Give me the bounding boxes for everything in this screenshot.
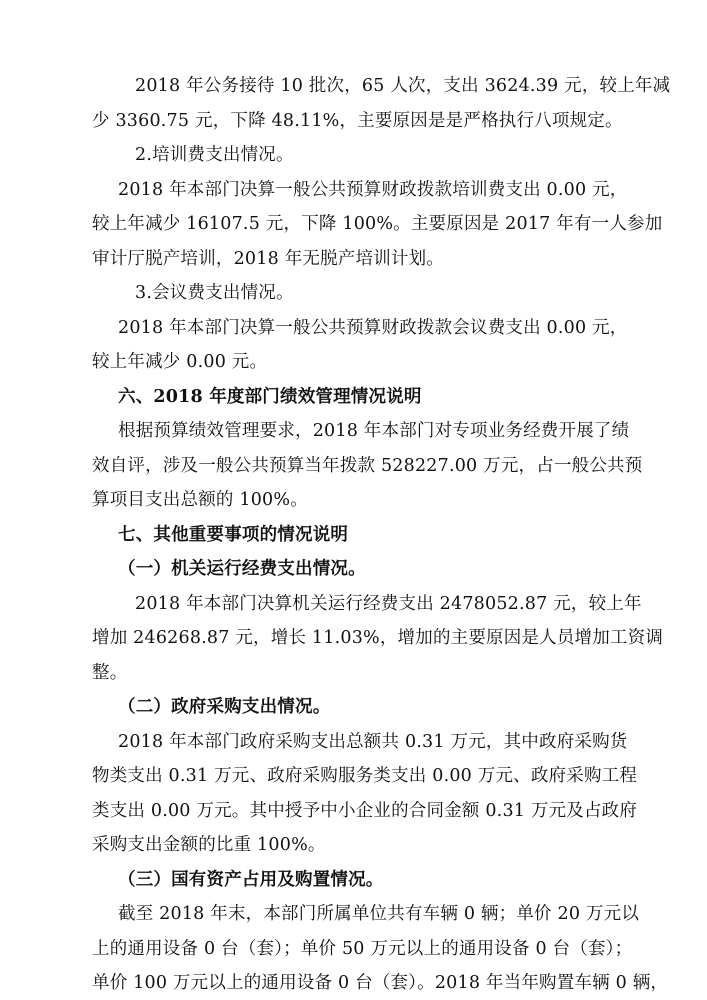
text-line: 类支出 0.00 万元。其中授予中小企业的合同金额 0.31 万元及占政府 — [92, 801, 638, 821]
section-subheading: （二）政府采购支出情况。 — [118, 697, 331, 717]
text-line: 2018 年本部门决算一般公共预算财政拨款培训费支出 0.00 元， — [118, 180, 628, 200]
section-subheading: 2.培训费支出情况。 — [135, 145, 294, 165]
text-line: 效自评，涉及一般公共预算当年拨款 528227.00 万元，占一般公共预 — [92, 456, 643, 476]
text-line: 单价 100 万元以上的通用设备 0 台（套）。2018 年当年购置车辆 0 辆， — [92, 973, 669, 993]
text-line: 增加 246268.87 元，增长 11.03%，增加的主要原因是人员增加工资调 — [92, 628, 664, 648]
text-line: 整。 — [92, 663, 128, 683]
text-line: 较上年减少 0.00 元。 — [92, 352, 268, 372]
section-subheading: （三）国有资产占用及购置情况。 — [118, 870, 384, 890]
text-line: 少 3360.75 元，下降 48.11%，主要原因是是严格执行八项规定。 — [92, 111, 623, 131]
section-subheading: 3.会议费支出情况。 — [135, 283, 294, 303]
text-line: 2018 年本部门决算机关运行经费支出 2478052.87 元，较上年 — [135, 594, 642, 614]
text-line: 2018 年本部门政府采购支出总额共 0.31 万元，其中政府采购货 — [118, 732, 628, 752]
section-subheading: （一）机关运行经费支出情况。 — [118, 559, 366, 579]
text-line: 物类支出 0.31 万元、政府采购服务类支出 0.00 万元、政府采购工程 — [92, 766, 638, 786]
text-line: 较上年减少 16107.5 元，下降 100%。主要原因是 2017 年有一人参加 — [92, 214, 663, 234]
text-line: 上的通用设备 0 台（套）；单价 50 万元以上的通用设备 0 台（套）； — [92, 939, 633, 959]
text-line: 审计厅脱产培训，2018 年无脱产培训计划。 — [92, 249, 444, 269]
text-line: 2018 年本部门决算一般公共预算财政拨款会议费支出 0.00 元， — [118, 318, 628, 338]
text-line: 2018 年公务接待 10 批次，65 人次，支出 3624.39 元，较上年减 — [135, 76, 671, 96]
text-line: 截至 2018 年末，本部门所属单位共有车辆 0 辆；单价 20 万元以 — [118, 904, 640, 924]
text-line: 采购支出金额的比重 100%。 — [92, 835, 326, 855]
text-line: 算项目支出总额的 100%。 — [92, 490, 308, 510]
text-line: 根据预算绩效管理要求，2018 年本部门对专项业务经费开展了绩 — [118, 421, 630, 441]
section-heading: 七、其他重要事项的情况说明 — [118, 525, 349, 545]
section-heading: 六、2018 年度部门绩效管理情况说明 — [118, 387, 422, 407]
